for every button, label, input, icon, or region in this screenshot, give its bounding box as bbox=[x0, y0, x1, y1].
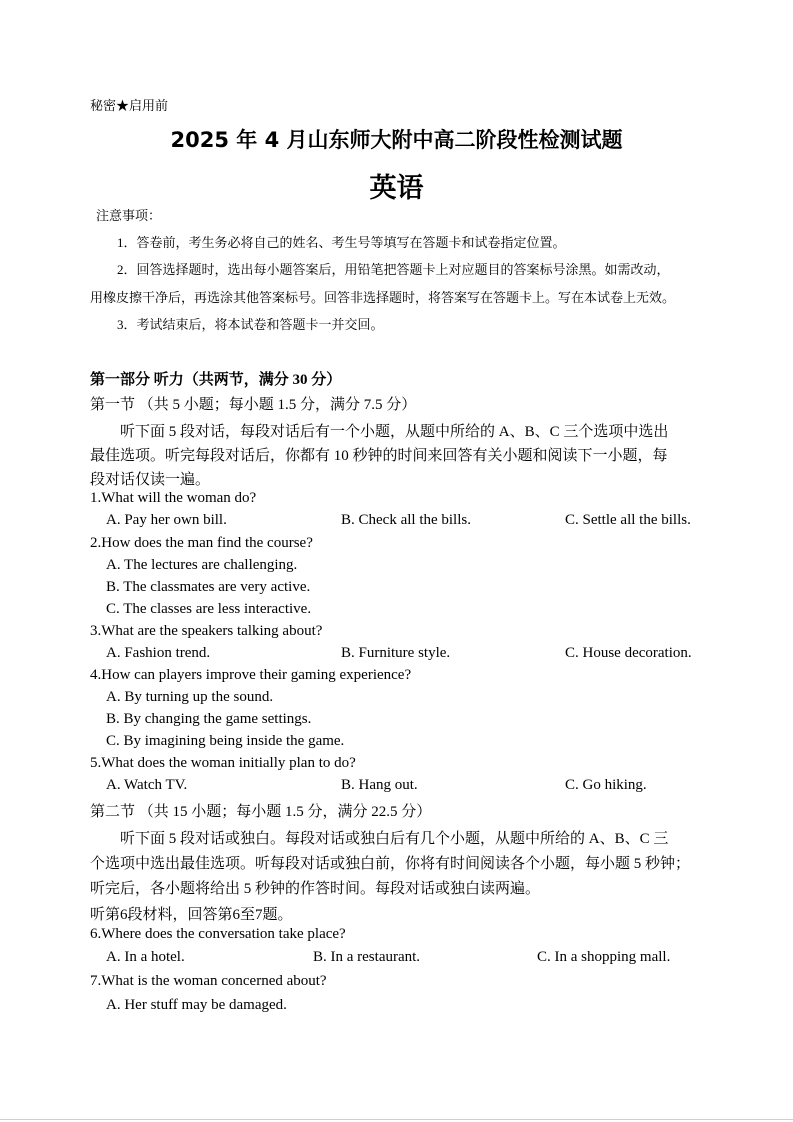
notice-item-3: 3．考试结束后，将本试卷和答题卡一并交回。 bbox=[117, 317, 384, 332]
option-a: A. Pay her own bill. bbox=[106, 512, 227, 528]
option-a: A. In a hotel. bbox=[106, 949, 185, 965]
section-2-instruction-line-2: 个选项中选出最佳选项。听每段对话或独白前，你将有时间阅读各个小题，每小题 5 秒钟； bbox=[90, 856, 691, 872]
question-stem: 6.Where does the conversation take place? bbox=[90, 926, 346, 942]
option-c: C. Settle all the bills. bbox=[565, 512, 691, 528]
subject-title: 英语 bbox=[369, 173, 424, 204]
question-stem: 5.What does the woman initially plan to do? bbox=[90, 755, 356, 771]
question-stem: 4.How can players improve their gaming experience? bbox=[90, 667, 412, 683]
option-a: A. The lectures are challenging. bbox=[106, 557, 298, 573]
notice-item-2-line-2: 用橡皮擦干净后，再选涂其他答案标号。回答非选择题时，将答案写在答题卡上。写在本试卷上无效。 bbox=[90, 290, 676, 305]
material-6-heading: 听第6段材料，回答第6至7题。 bbox=[90, 907, 293, 923]
section-1-instruction-line-1: 听下面 5 段对话，每段对话后有一个小题，从题中所给的 A、B、C 三个选项中选出 bbox=[120, 424, 669, 440]
notice-heading: 注意事项： bbox=[96, 209, 162, 224]
option-a: A. Watch TV. bbox=[106, 777, 188, 793]
part-1-heading: 第一部分 听力（共两节，满分 30 分） bbox=[90, 372, 342, 388]
option-c: C. Go hiking. bbox=[565, 777, 647, 793]
question-stem: 1.What will the woman do? bbox=[90, 490, 257, 506]
exam-title: 2025 年 4 月山东师大附中高二阶段性检测试题 bbox=[170, 128, 623, 152]
question-stem: 3.What are the speakers talking about? bbox=[90, 623, 323, 639]
option-b: B. By changing the game settings. bbox=[106, 711, 312, 727]
option-c: C. The classes are less interactive. bbox=[106, 601, 312, 617]
notice-item-1: 1．答卷前，考生务必将自己的姓名、考生号等填写在答题卡和试卷指定位置。 bbox=[117, 235, 566, 250]
option-b: B. Check all the bills. bbox=[341, 512, 471, 528]
option-b: B. Hang out. bbox=[341, 777, 418, 793]
section-2-instruction-line-1: 听下面 5 段对话或独白。每段对话或独白后有几个小题，从题中所给的 A、B、C 三 bbox=[120, 831, 669, 847]
option-a: A. Fashion trend. bbox=[106, 645, 211, 661]
question-stem: 2.How does the man find the course? bbox=[90, 535, 313, 551]
option-a: A. Her stuff may be damaged. bbox=[106, 997, 287, 1013]
section-1-heading: 第一节 （共 5 小题；每小题 1.5 分，满分 7.5 分） bbox=[90, 397, 417, 413]
section-1-instruction-line-3: 段对话仅读一遍。 bbox=[90, 472, 211, 488]
option-b: B. Furniture style. bbox=[341, 645, 451, 661]
option-b: B. In a restaurant. bbox=[313, 949, 421, 965]
option-c: C. House decoration. bbox=[565, 645, 692, 661]
section-1-instruction-line-2: 最佳选项。听完每段对话后，你都有 10 秒钟的时间来回答有关小题和阅读下一小题，每 bbox=[90, 448, 668, 464]
option-b: B. The classmates are very active. bbox=[106, 579, 311, 595]
question-stem: 7.What is the woman concerned about? bbox=[90, 973, 327, 989]
option-a: A. By turning up the sound. bbox=[106, 689, 274, 705]
option-c: C. By imagining being inside the game. bbox=[106, 733, 345, 749]
section-2-instruction-line-3: 听完后，各小题将给出 5 秒钟的作答时间。每段对话或独白读两遍。 bbox=[90, 881, 541, 897]
notice-item-2-line-1: 2．回答选择题时，选出每小题答案后，用铅笔把答题卡上对应题目的答案标号涂黑。如需改动， bbox=[117, 262, 670, 277]
confidential-label: 秘密★启用前 bbox=[90, 98, 169, 113]
option-c: C. In a shopping mall. bbox=[537, 949, 671, 965]
page-bottom-rule bbox=[0, 1119, 793, 1120]
section-2-heading: 第二节 （共 15 小题；每小题 1.5 分，满分 22.5 分） bbox=[90, 804, 432, 820]
